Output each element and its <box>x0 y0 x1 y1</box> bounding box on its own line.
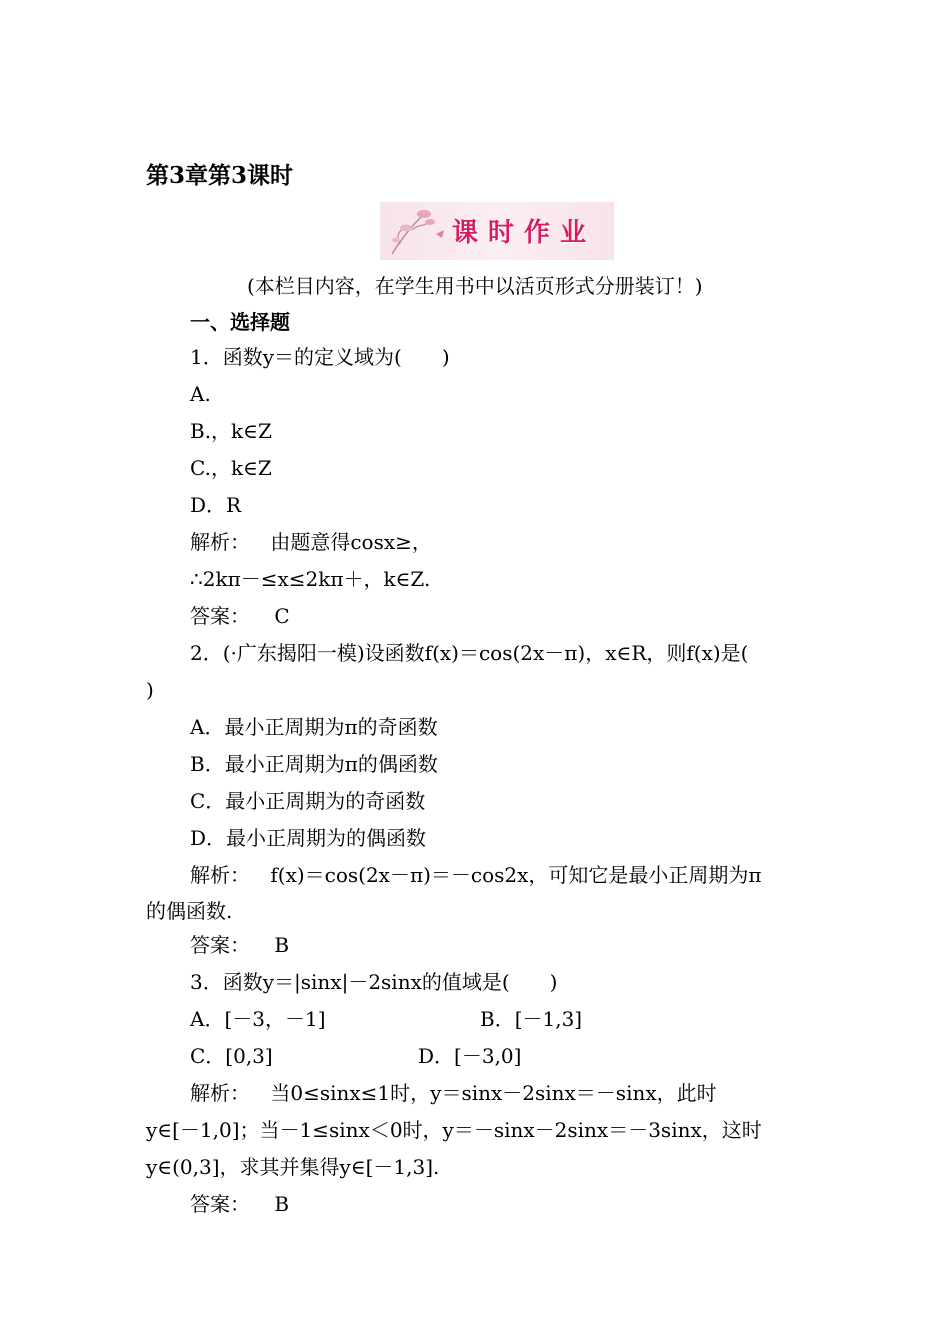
banner-label: 课时作业 <box>452 218 597 248</box>
answer-label: 答案： <box>190 933 250 957</box>
q3-answer: B <box>274 1192 290 1216</box>
q1-analysis-line-2: ∴2kπ－≤x≤2kπ＋，k∈Z. <box>190 567 431 591</box>
answer-label: 答案： <box>190 1192 250 1216</box>
analysis-label: 解析： <box>190 1081 250 1105</box>
q1-option-c: C.，k∈Z <box>190 456 272 480</box>
q3-stem: 3．函数y＝|sinx|－2sinx的值域是( ) <box>190 970 558 994</box>
q3-analysis-line-2: y∈[－1,0]；当－1≤sinx＜0时，y＝－sinx－2sinx＝－3sinx，这时 <box>146 1118 762 1142</box>
q2-answer-line <box>190 931 289 959</box>
q2-analysis-line-2: 的偶函数. <box>146 899 233 923</box>
q3-analysis-line-3: y∈(0,3]，求其并集得y∈[－1,3]. <box>146 1155 440 1179</box>
q2-option-c: C．最小正周期为的奇函数 <box>190 789 426 813</box>
q1-option-b: B.，k∈Z <box>190 419 272 443</box>
q3-option-d: D．[－3,0] <box>418 1044 522 1068</box>
q2-stem-line-1: 2．(·广东揭阳一模)设函数f(x)＝cos(2x－π)，x∈R，则f(x)是( <box>190 641 749 665</box>
q1-stem: 1．函数y＝的定义域为( ) <box>190 345 450 369</box>
binding-note: (本栏目内容，在学生用书中以活页形式分册装订！) <box>247 274 703 298</box>
q1-answer: C <box>274 604 290 628</box>
analysis-label: 解析： <box>190 530 250 554</box>
lesson-banner <box>380 202 614 260</box>
q2-analysis-line-1 <box>190 861 762 889</box>
q1-answer-line <box>190 602 290 630</box>
section-heading: 一、选择题 <box>190 310 290 334</box>
q1-analysis-line-1 <box>190 528 432 556</box>
q2-option-b: B．最小正周期为π的偶函数 <box>190 752 438 776</box>
q2-analysis-text: f(x)＝cos(2x－π)＝－cos2x，可知它是最小正周期为π <box>270 863 762 887</box>
q2-stem-line-2: ) <box>146 678 154 702</box>
q1-option-a: A. <box>190 382 211 406</box>
answer-label: 答案： <box>190 604 250 628</box>
q3-analysis-text: 当0≤sinx≤1时，y＝sinx－2sinx＝－sinx，此时 <box>270 1081 717 1105</box>
q3-option-a: A．[－3，－1] <box>190 1007 326 1031</box>
q3-answer-line <box>190 1190 289 1218</box>
chapter-title: 第3章第3课时 <box>146 162 294 189</box>
flower-decoration-icon <box>384 204 454 258</box>
q3-option-b: B．[－1,3] <box>480 1007 583 1031</box>
q3-option-c: C．[0,3] <box>190 1044 273 1068</box>
q1-analysis-text: 由题意得cosx≥， <box>270 530 432 554</box>
analysis-label: 解析： <box>190 863 250 887</box>
q2-option-a: A．最小正周期为π的奇函数 <box>190 715 438 739</box>
q3-analysis-line-1 <box>190 1079 717 1107</box>
q2-option-d: D．最小正周期为的偶函数 <box>190 826 427 850</box>
q1-option-d: D．R <box>190 493 242 517</box>
q2-answer: B <box>274 933 290 957</box>
